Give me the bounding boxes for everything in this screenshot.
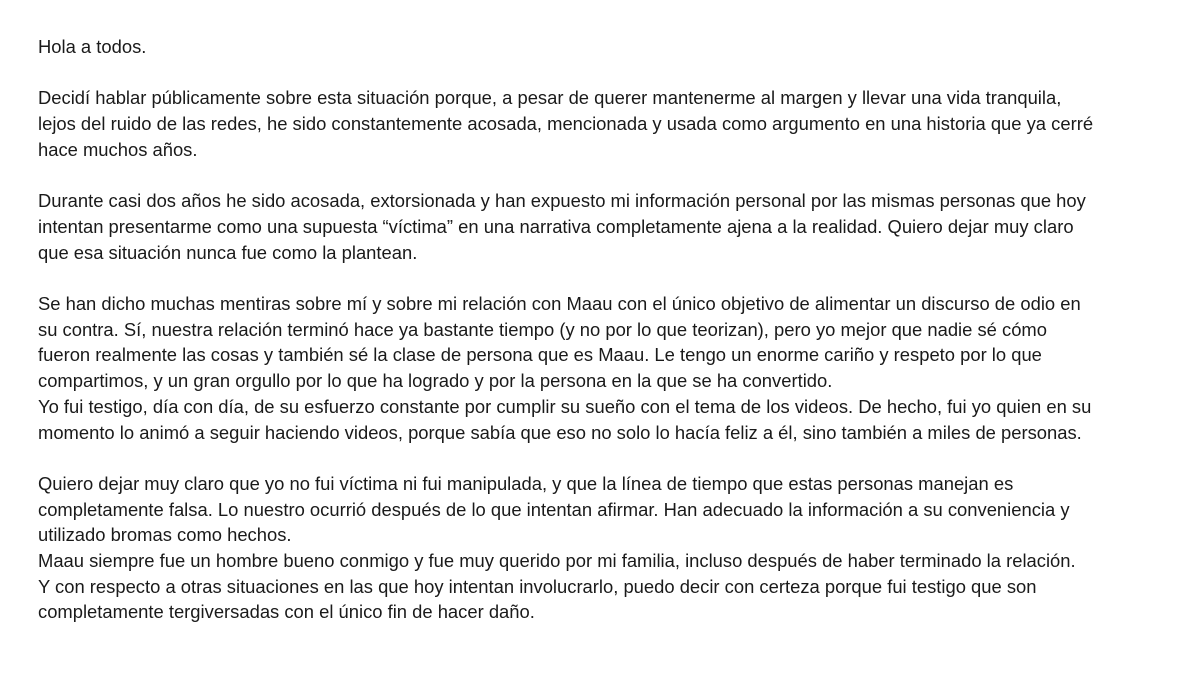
paragraph-1	[38, 85, 1173, 162]
text-line: intentan presentarme como una supuesta “víctima” en una narrativa completamente ajena a la realidad. Quiero dejar muy claro	[38, 215, 1074, 237]
statement-document	[38, 34, 1173, 651]
text-line: utilizado bromas como hechos.	[38, 524, 292, 546]
text-line: Y con respecto a otras situaciones en las que hoy intentan involucrarlo, puedo decir con certeza porque fui testigo que son	[38, 575, 1037, 597]
paragraph-3	[38, 291, 1173, 445]
text-line: Yo fui testigo, día con día, de su esfuerzo constante por cumplir su sueño con el tema de los videos. De hecho, fui yo quien en su	[38, 395, 1092, 417]
text-line: completamente tergiversadas con el único fin de hacer daño.	[38, 601, 535, 623]
text-line: momento lo animó a seguir haciendo videos, porque sabía que eso no solo lo hacía feliz a él, sino también a miles de personas.	[38, 421, 1082, 443]
text-line: Quiero dejar muy claro que yo no fui víctima ni fui manipulada, y que la línea de tiempo que estas personas manejan es	[38, 472, 1014, 494]
text-line: Hola a todos.	[38, 36, 147, 57]
text-line: Durante casi dos años he sido acosada, extorsionada y han expuesto mi información personal por las mismas personas que hoy	[38, 190, 1086, 212]
paragraph-2	[38, 188, 1173, 265]
text-line: lejos del ruido de las redes, he sido constantemente acosada, mencionada y usada como argumento en una historia que ya cerré	[38, 113, 1094, 135]
text-line: Maau siempre fue un hombre bueno conmigo y fue muy querido por mi familia, incluso después de haber terminado la relación.	[38, 550, 1076, 571]
text-line: compartimos, y un gran orgullo por lo que ha logrado y por la persona en la que se ha convertido.	[38, 370, 833, 392]
paragraph-greeting	[38, 34, 1173, 60]
text-line: Se han dicho muchas mentiras sobre mí y sobre mi relación con Maau con el único objetivo de alimentar un discurso de odio en	[38, 292, 1081, 314]
text-line: hace muchos años.	[38, 138, 198, 160]
text-line: su contra. Sí, nuestra relación terminó hace ya bastante tiempo (y no por lo que teorizan), pero yo mejor que nadie sé cómo	[38, 318, 1047, 340]
text-line: completamente falsa. Lo nuestro ocurrió después de lo que intentan afirmar. Han adecuado la información a su conveniencia y	[38, 498, 1070, 520]
text-line: Decidí hablar públicamente sobre esta situación porque, a pesar de querer mantenerme al margen y llevar una vida tranquila,	[38, 87, 1062, 109]
text-line: que esa situación nunca fue como la plantean.	[38, 241, 418, 263]
paragraph-4	[38, 471, 1173, 625]
text-line: fueron realmente las cosas y también sé la clase de persona que es Maau. Le tengo un enorme cariño y respeto por lo que	[38, 344, 1042, 366]
